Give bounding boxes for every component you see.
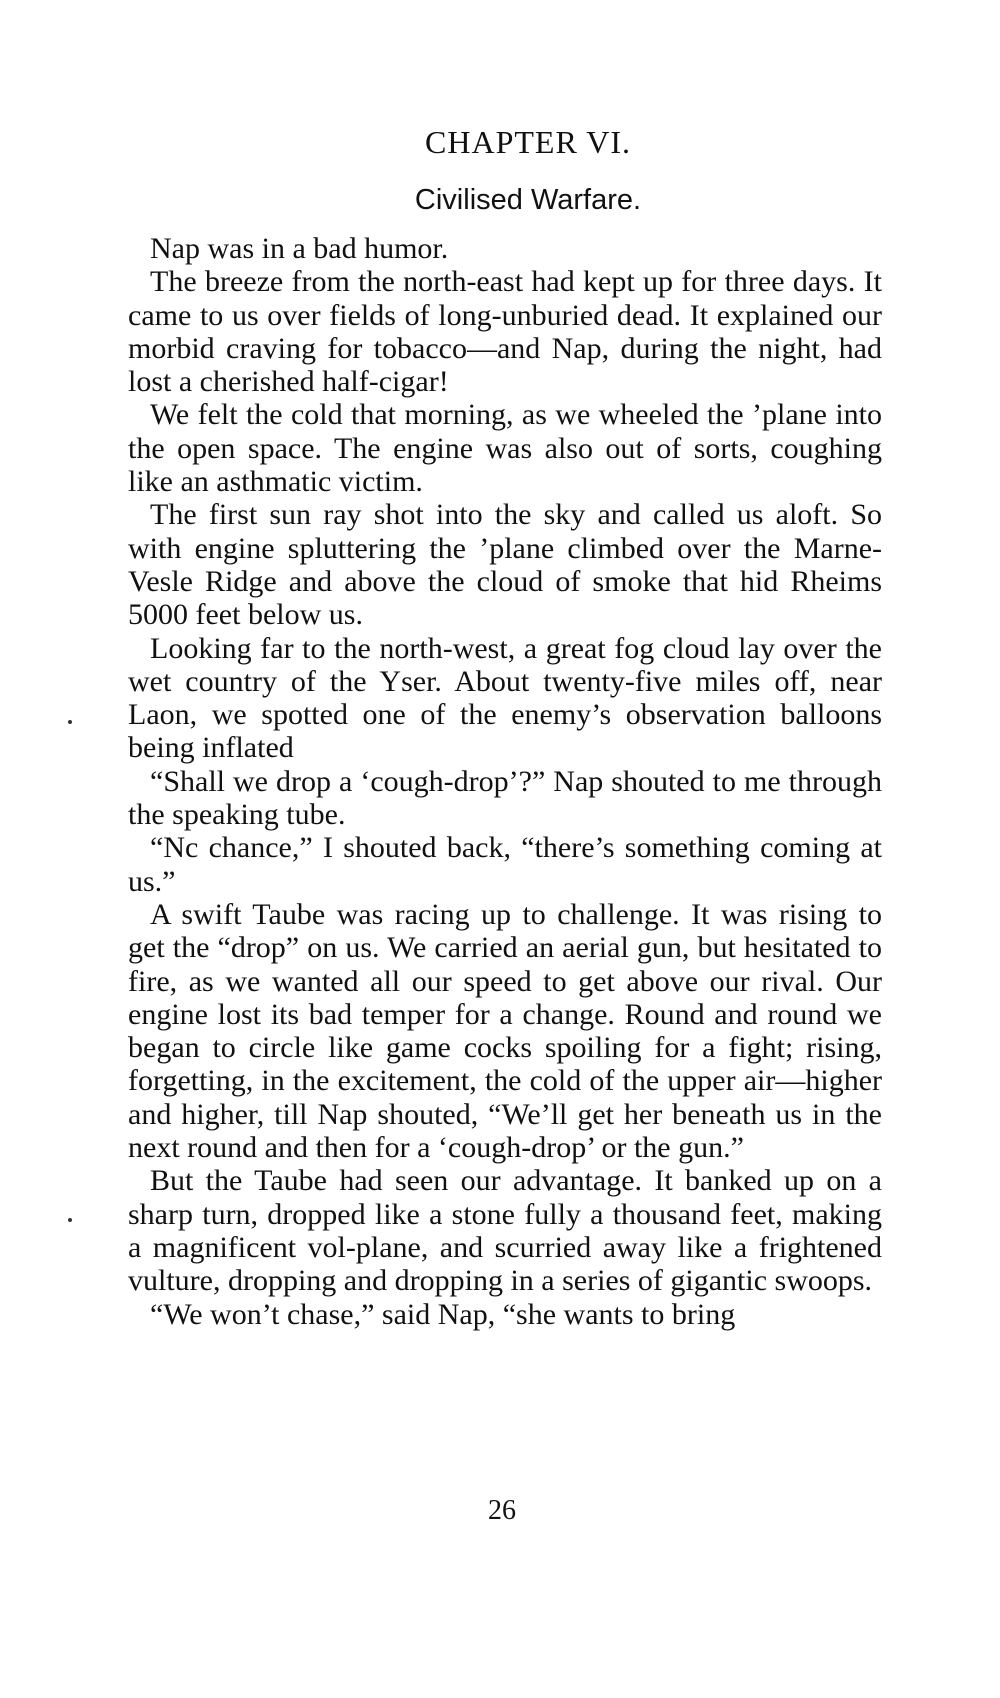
margin-mark: [68, 1218, 72, 1222]
paragraph: “We won’t chase,” said Nap, “she wants to bring: [150, 1297, 736, 1331]
paragraph: Looking far to the north-west, a great fog cloud lay over the wet country of the Yser. About twenty-five miles off, near Laon, we spotted one of the enemy’s observation balloons being inflated: [128, 631, 882, 765]
paragraph: But the Taube had seen our advantage. It banked up on a sharp turn, dropped like a stone fully a thousand feet, making a magnificent vol-plane, and scurried away like a frightened vulture, dropping and dropping in a series of gigantic swoops.: [128, 1164, 882, 1298]
paragraph: Nap was in a bad humor.: [150, 232, 449, 265]
paragraph: We felt the cold that morning, as we wheeled the ’plane into the open space. The engine was also out of sorts, coughing like an asthmatic victim.: [128, 398, 882, 499]
margin-mark: [68, 720, 72, 724]
chapter-subtitle: Civilised Warfare.: [414, 184, 642, 216]
paragraph: The first sun ray shot into the sky and called us aloft. So with engine spluttering the ’plane climbed over the Marne-Vesle Ridge and above the cloud of smoke that hid Rheims 5000 feet below us.: [128, 498, 882, 632]
chapter-title: CHAPTER VI.: [425, 124, 631, 160]
page-number: 26: [488, 1495, 516, 1526]
paragraph: The breeze from the north-east had kept up for three days. It came to us over fields of long-unburied dead. It explained our morbid craving for tobacco—and Nap, during the night, had lost a cherished half-cigar!: [128, 265, 882, 399]
paragraph: “Nc chance,” I shouted back, “there’s something coming at us.”: [128, 831, 882, 898]
body-text: [128, 232, 882, 1331]
paragraph: A swift Taube was racing up to challenge. It was rising to get the “drop” on us. We carried an aerial gun, but hesitated to fire, as we wanted all our speed to get above our rival. Our engine lost its bad temper for a change. Round and round we began to circle like game cocks spoiling for a fight; rising, forgetting, in the excitement, the cold of the upper air—higher and higher, till Nap shouted, “We’ll get her beneath us in the next round and then for a ‘cough-drop’ or the gun.”: [128, 897, 882, 1165]
paragraph: “Shall we drop a ‘cough-drop’?” Nap shouted to me through the speaking tube.: [128, 764, 882, 832]
